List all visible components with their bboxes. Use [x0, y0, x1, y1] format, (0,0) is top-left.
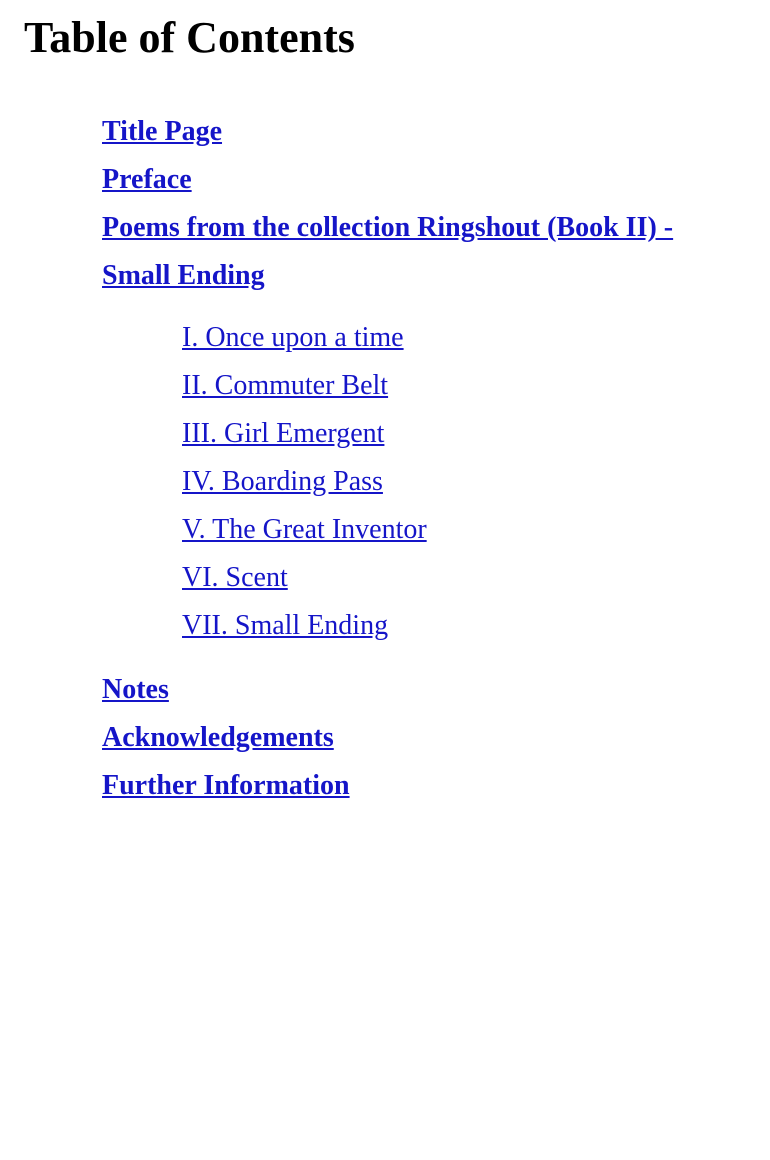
toc-item	[102, 714, 762, 762]
toc-item	[102, 156, 762, 204]
toc-link-poem-4[interactable]: IV. Boarding Pass	[182, 466, 383, 497]
toc-item	[102, 666, 762, 714]
toc-link-preface[interactable]: Preface	[102, 164, 192, 195]
poem-item	[182, 314, 762, 362]
poem-item	[182, 458, 762, 506]
toc-link-poem-3[interactable]: III. Girl Emergent	[182, 418, 385, 449]
toc-link-poems-section[interactable]: Poems from the collection Ringshout (Book II) - Small Ending	[102, 212, 674, 291]
poem-item	[182, 506, 762, 554]
toc-link-poem-6[interactable]: VI. Scent	[182, 562, 288, 593]
toc-link-notes[interactable]: Notes	[102, 674, 169, 705]
toc-item	[102, 762, 762, 810]
poem-item	[182, 362, 762, 410]
toc-link-title-page[interactable]: Title Page	[102, 116, 223, 147]
toc-link-poem-1[interactable]: I. Once upon a time	[182, 322, 404, 353]
toc-link-further-information[interactable]: Further Information	[102, 770, 350, 801]
poem-list	[182, 314, 762, 650]
toc-link-poem-5[interactable]: V. The Great Inventor	[182, 514, 427, 545]
poem-item	[182, 554, 762, 602]
poem-item	[182, 410, 762, 458]
toc-link-acknowledgements[interactable]: Acknowledgements	[102, 722, 334, 753]
toc-link-poem-2[interactable]: II. Commuter Belt	[182, 370, 389, 401]
toc-link-poem-7[interactable]: VII. Small Ending	[182, 610, 389, 641]
table-of-contents	[102, 108, 762, 810]
poem-item	[182, 602, 762, 650]
toc-item	[102, 204, 762, 650]
toc-item	[102, 108, 762, 156]
page-title: Table of Contents	[24, 13, 355, 62]
